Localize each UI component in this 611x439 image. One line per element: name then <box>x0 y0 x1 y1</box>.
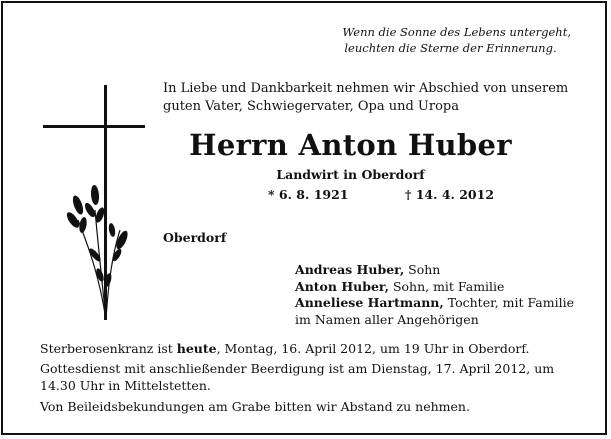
cross-with-wheat-icon <box>40 80 150 330</box>
intro-line-1: In Liebe und Dankbarkeit nehmen wir Abschied von unserem <box>163 81 569 96</box>
mourner-item <box>295 295 574 312</box>
deceased-occupation: Landwirt in Oberdorf <box>276 167 425 182</box>
intro-text <box>163 80 568 116</box>
mourner-relation: Tochter, mit Familie <box>443 295 575 310</box>
mourner-item <box>295 279 574 296</box>
mourner-name: Anneliese Hartmann, <box>295 295 444 310</box>
rosary-text-emphasis: heute <box>176 341 217 356</box>
mourner-name: Anton Huber, <box>295 278 389 294</box>
mourner-relation: Sohn, mit Familie <box>388 278 505 294</box>
place-name: Oberdorf <box>163 230 227 245</box>
mourner-relation: im Namen aller Angehörigen <box>295 311 479 327</box>
life-dates <box>268 187 494 202</box>
rosary-text-pre: Sterberosenkranz ist <box>40 341 177 356</box>
deceased-name: Herrn Anton Huber <box>189 128 512 162</box>
rosary-notice <box>40 341 530 358</box>
death-date: † 14. 4. 2012 <box>404 187 495 202</box>
intro-line-2: guten Vater, Schwiegervater, Opa und Uropa <box>163 99 459 114</box>
mourner-relation: Sohn <box>404 262 441 277</box>
condolence-notice: Von Beileidsbekundungen am Grabe bitten wir Abstand zu nehmen. <box>40 399 470 414</box>
rosary-text-post: , Montag, 16. April 2012, um 19 Uhr in Oberdorf. <box>216 341 530 356</box>
service-notice: Gottesdienst mit anschließender Beerdigung ist am Dienstag, 17. April 2012, um 14.30 Uhr in Mittelstetten. <box>40 361 555 393</box>
mourner-item <box>295 312 574 329</box>
quote-line-2: leuchten die Sterne der Erinnerung. <box>344 41 557 55</box>
mourner-item <box>295 262 574 279</box>
mourner-name: Andreas Huber, <box>295 262 405 277</box>
birth-date: * 6. 8. 1921 <box>268 187 349 202</box>
quote-line-1: Wenn die Sonne des Lebens untergeht, <box>342 25 571 39</box>
mourners-list <box>295 262 574 328</box>
epigraph-quote <box>342 24 571 56</box>
